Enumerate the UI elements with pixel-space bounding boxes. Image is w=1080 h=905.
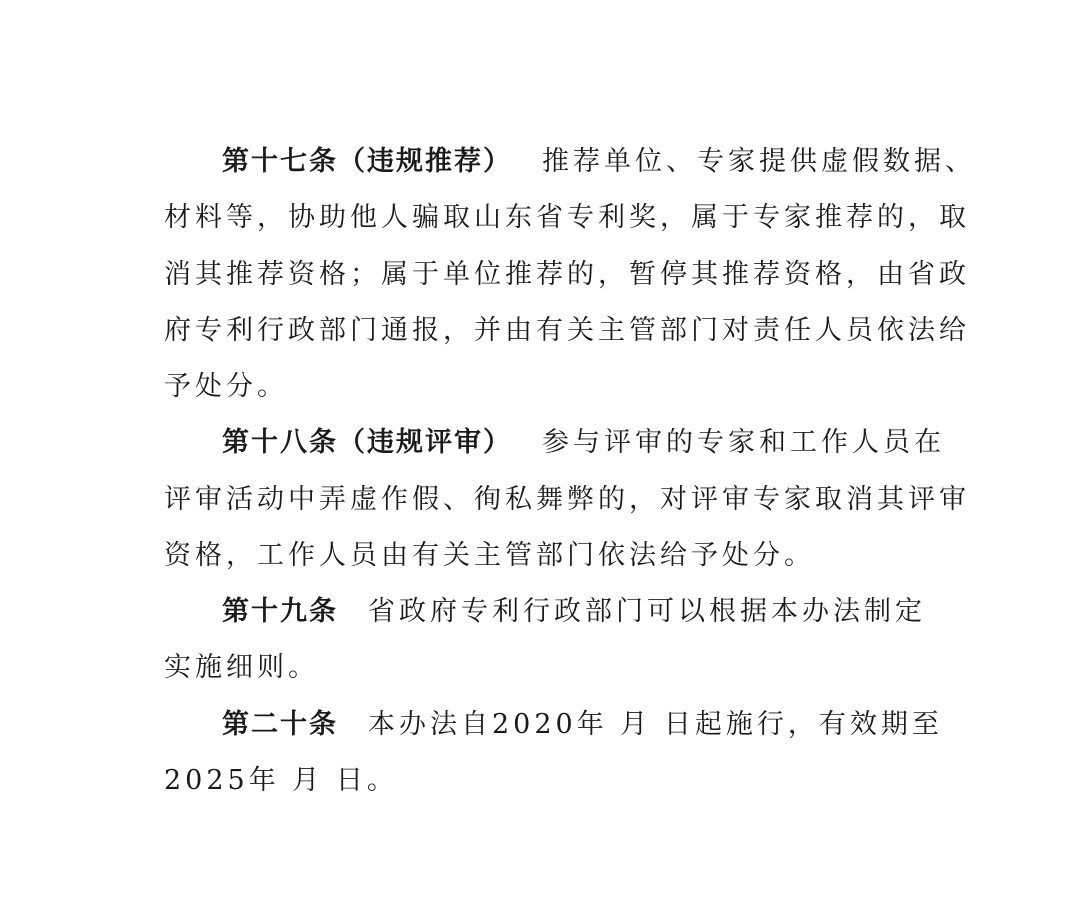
- article-17-first-line: [222, 146, 976, 177]
- article-18-line-2: 评审活动中弄虚作假、徇私舞弊的，对评审专家取消其评审: [164, 484, 970, 515]
- article-18-first-line: [222, 427, 945, 458]
- article-20-first-line: [222, 709, 943, 740]
- article-17-line-1: 推荐单位、专家提供虚假数据、: [542, 146, 976, 177]
- article-17-line-4: 府专利行政部门通报，并由有关主管部门对责任人员依法给: [164, 315, 970, 346]
- article-19-heading: 第十九条: [222, 596, 338, 627]
- article-17-line-3: 消其推荐资格；属于单位推荐的，暂停其推荐资格，由省政: [164, 259, 970, 290]
- article-17-heading: 第十七条（违规推荐）: [222, 146, 512, 177]
- article-18-heading: 第十八条（违规评审）: [222, 427, 512, 458]
- article-20-line-2: 2025年 月 日。: [164, 765, 398, 796]
- article-18-line-1: 参与评审的专家和工作人员在: [542, 427, 945, 458]
- article-19-line-1: 省政府专利行政部门可以根据本办法制定: [368, 596, 926, 627]
- article-20-line-1: 本办法自2020年 月 日起施行，有效期至: [368, 709, 943, 740]
- article-20-heading: 第二十条: [222, 709, 338, 740]
- article-17-line-5: 予处分。: [164, 371, 288, 402]
- article-18-line-3: 资格，工作人员由有关主管部门依法给予处分。: [164, 540, 815, 571]
- article-19-line-2: 实施细则。: [164, 652, 319, 683]
- article-19-first-line: [222, 596, 926, 627]
- article-17-line-2: 材料等，协助他人骗取山东省专利奖，属于专家推荐的，取: [164, 202, 970, 233]
